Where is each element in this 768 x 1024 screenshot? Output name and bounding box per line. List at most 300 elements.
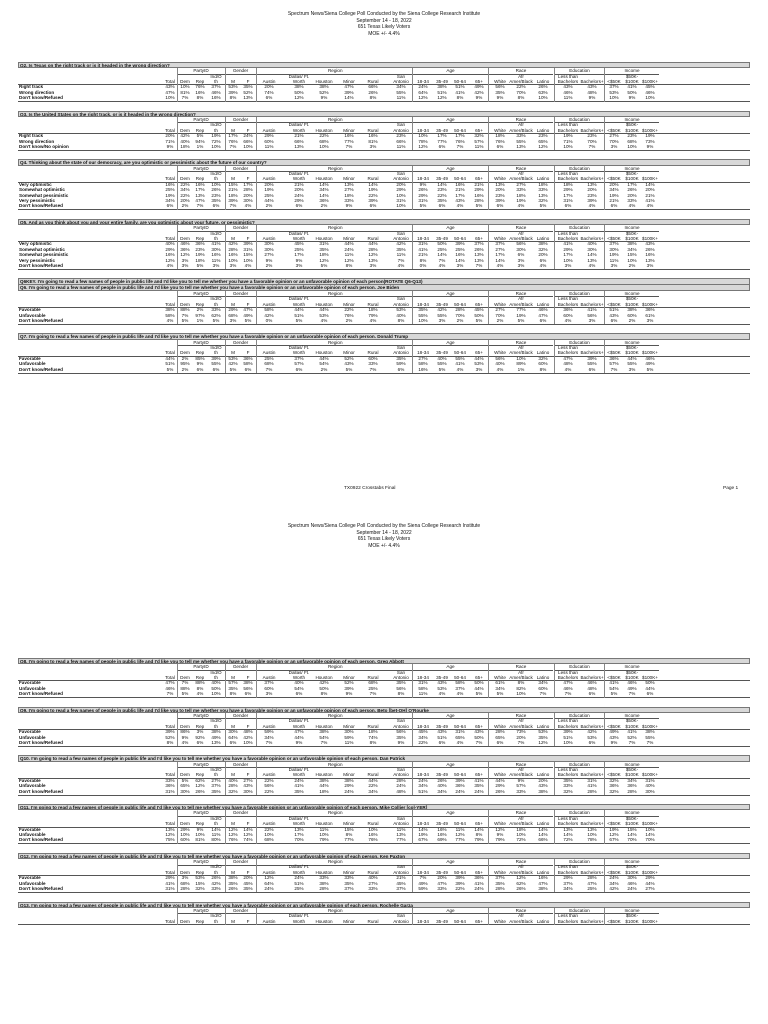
column-header-dem: Dem [180, 918, 190, 924]
column-header-a1: 18-34 [417, 821, 429, 827]
column-header-antonio: Antonio [393, 918, 409, 924]
column-header-top: San [396, 296, 406, 302]
data-cell: 10% [180, 831, 190, 837]
column-separator [604, 117, 605, 150]
column-header-latino: Latino [536, 350, 550, 356]
row-label: Don't know/Refused [19, 203, 63, 209]
data-cell: 42% [264, 312, 274, 318]
data-cell: 9% [345, 203, 353, 209]
data-cell: 43% [587, 84, 597, 90]
data-cell: 4% [196, 691, 204, 697]
column-header-top: Less than [558, 669, 578, 675]
data-cell: 79% [474, 837, 484, 843]
column-header-bach: Bachelors [557, 772, 579, 778]
group-header-party: PartyID [178, 166, 225, 172]
group-header-party: PartyID [178, 810, 225, 816]
data-cell: 10% [516, 355, 526, 361]
column-header-minor: Minor [343, 772, 355, 778]
data-cell: 22% [180, 181, 190, 187]
data-cell: 5% [212, 317, 220, 323]
column-separator [412, 291, 413, 324]
data-cell: 11% [396, 826, 406, 832]
header-title: Spectrum News/Siena College Poll Conducted by the Siena College Research Institute [287, 523, 481, 529]
data-cell: 60% [627, 312, 637, 318]
column-separator [412, 713, 413, 746]
data-cell: 33% [368, 886, 378, 892]
column-header-a4: 65+ [475, 176, 483, 182]
group-header-party: PartyID [178, 908, 225, 914]
column-header-a1: 18-34 [417, 869, 429, 875]
data-cell: 3% [369, 143, 377, 149]
data-cell: 8% [320, 691, 328, 697]
column-header-top: Afr [518, 230, 524, 236]
column-header-bach: Bachelors [557, 301, 579, 307]
column-header-top: Dallas/ Ft. [288, 73, 310, 79]
data-cell: 69% [437, 837, 447, 843]
data-cell: 79% [495, 837, 505, 843]
data-cell: 18% [516, 826, 526, 832]
group-header-gender: Gender [226, 166, 256, 172]
data-cell: 7% [610, 366, 618, 372]
data-cell: 21% [455, 187, 465, 193]
column-separator [256, 810, 257, 843]
group-header-region: Region [257, 664, 415, 670]
data-cell: 66% [243, 138, 253, 144]
data-cell: 56% [495, 84, 505, 90]
row-label: Favorable [19, 729, 41, 735]
data-cell: 40% [165, 241, 175, 247]
column-header-houston: Houston [315, 821, 333, 827]
question-title: Q8. I'm going to read a few names of people in public life and I'd like you to tell me whether you have a favorable opinion or an unfavorable opinion of each person. Greg Abbott [18, 658, 750, 664]
column-separator [225, 859, 226, 892]
data-cell: 11% [474, 143, 484, 149]
data-cell: 56% [587, 312, 597, 318]
column-header-amerblack: Amer/Black [509, 79, 533, 85]
column-header-top: $50K- [625, 345, 639, 351]
data-cell: 7% [320, 739, 328, 745]
column-header-top: San [396, 815, 406, 821]
data-cell: 10% [319, 143, 329, 149]
group-header-race: Race [489, 713, 553, 719]
column-separator [604, 908, 605, 925]
data-cell: 20% [264, 181, 274, 187]
data-cell: 24% [609, 875, 619, 881]
column-separator [177, 810, 178, 843]
data-cell: 60% [368, 355, 378, 361]
data-cell: 39% [211, 355, 221, 361]
data-cell: 16% [645, 252, 655, 258]
column-header-a3: 50-64 [454, 79, 466, 85]
crosstab-grid [18, 166, 750, 210]
column-header-bach: Bachelors [557, 350, 579, 356]
crosstab-grid [18, 762, 750, 795]
data-cell: 6% [539, 317, 547, 323]
data-cell: 41% [418, 246, 428, 252]
data-cell: 70% [645, 837, 655, 843]
data-cell: 14% [563, 831, 573, 837]
column-header-houston: Houston [315, 675, 333, 681]
data-cell: 42% [396, 241, 406, 247]
data-cell: 34% [495, 685, 505, 691]
data-cell: 3% [265, 691, 273, 697]
data-cell: 6% [496, 203, 504, 209]
column-header-top: $50K- [625, 767, 639, 773]
data-cell: 18% [516, 192, 526, 198]
data-cell: 88% [180, 307, 190, 313]
data-cell: 9% [397, 739, 405, 745]
data-cell: 12% [228, 826, 238, 832]
data-cell: 31% [319, 241, 329, 247]
column-header-a3: 50-64 [454, 772, 466, 778]
data-cell: 21% [396, 875, 406, 881]
data-cell: 23% [627, 133, 637, 139]
data-cell: 9% [196, 361, 204, 367]
data-cell: 6% [564, 203, 572, 209]
group-header-income: Income [605, 908, 659, 914]
group-header-gender: Gender [226, 291, 256, 297]
column-header-houston: Houston [315, 723, 333, 729]
group-header-age: Age [413, 291, 488, 297]
data-cell: 22% [264, 788, 274, 794]
column-header-top: Dallas/ Ft. [288, 122, 310, 128]
data-cell: 20% [264, 84, 274, 90]
column-separator [554, 664, 555, 697]
column-separator [256, 664, 257, 697]
column-header-austin: Austin [262, 79, 276, 85]
column-header-minor: Minor [343, 301, 355, 307]
data-cell: 17% [195, 187, 205, 193]
data-cell: 46% [180, 241, 190, 247]
data-cell: 10% [211, 181, 221, 187]
column-separator [177, 291, 178, 324]
data-cell: 26% [418, 187, 428, 193]
column-header-houston: Houston [315, 176, 333, 182]
data-cell: 61% [645, 312, 655, 318]
data-cell: 55% [418, 312, 428, 318]
data-cell: 11% [418, 691, 428, 697]
column-header-austin: Austin [262, 772, 276, 778]
column-header-latino: Latino [536, 176, 550, 182]
data-cell: 52% [243, 89, 253, 95]
column-header-a1: 18-34 [417, 176, 429, 182]
data-cell: 77% [455, 837, 465, 843]
data-cell: 55% [211, 361, 221, 367]
data-cell: 16% [368, 133, 378, 139]
data-cell: 74% [243, 837, 253, 843]
column-header-m: M [231, 350, 235, 356]
data-cell: 11% [344, 739, 354, 745]
column-header-antonio: Antonio [393, 869, 409, 875]
data-cell: 29% [344, 783, 354, 789]
column-header-latino: Latino [536, 772, 550, 778]
column-header-i2: $100K [625, 821, 639, 827]
column-header-dem: Dem [180, 350, 190, 356]
column-separator [177, 664, 178, 697]
data-cell: 6% [295, 203, 303, 209]
data-cell: 10% [368, 826, 378, 832]
data-cell: 10% [587, 831, 597, 837]
column-header-bach: Bachelors [557, 235, 579, 241]
question-title: Q12. I'm going to read a few names of people in public life and I'd like you to tell me whether you have a favorable opinion or an unfavorable opinion of each person. Ken Paxton [18, 853, 750, 859]
column-separator [256, 117, 257, 150]
group-header-party: PartyID [178, 664, 225, 670]
data-cell: 32% [609, 788, 619, 794]
column-header-top: Less than [558, 230, 578, 236]
data-cell: 39% [563, 729, 573, 735]
column-header-austin: Austin [262, 301, 276, 307]
column-header-top: $50K- [625, 73, 639, 79]
data-cell: 35% [495, 89, 505, 95]
question-title: Q13. I'm going to read a few names of people in public life and I'd like you to tell me whether you have a favorable opinion or an unfavorable opinion of each person. Rochelle Garza [18, 902, 750, 908]
column-header-white: White [494, 675, 506, 681]
column-header-rural: Rural [367, 301, 379, 307]
data-cell: 41% [587, 783, 597, 789]
column-header-i2: $100K [625, 675, 639, 681]
data-cell: 44% [344, 241, 354, 247]
data-cell: 40% [645, 783, 655, 789]
data-cell: 19% [609, 252, 619, 258]
data-cell: 39% [587, 355, 597, 361]
data-cell: 26% [211, 187, 221, 193]
group-header-party: PartyID [178, 68, 225, 74]
data-cell: 31% [418, 241, 428, 247]
column-header-rep: Rep [195, 235, 205, 241]
column-header-a4: 65+ [475, 675, 483, 681]
data-cell: 14% [495, 257, 505, 263]
data-cell: 66% [368, 84, 378, 90]
row-label: Very pessimistic [19, 198, 56, 204]
page-header [0, 11, 768, 37]
data-cell: 41% [563, 241, 573, 247]
column-separator [604, 859, 605, 892]
group-header-party: PartyID [178, 117, 225, 123]
column-header-minor: Minor [343, 350, 355, 356]
column-header-th: th [214, 127, 218, 133]
header-divider [18, 680, 750, 681]
column-header-a2: 35-49 [436, 79, 448, 85]
column-header-a4: 65+ [475, 918, 483, 924]
data-cell: 50% [294, 89, 304, 95]
column-header-rural: Rural [367, 127, 379, 133]
data-cell: 64% [228, 734, 238, 740]
column-header-total: Total [165, 821, 175, 827]
column-header-minor: Minor [343, 821, 355, 827]
column-header-rural: Rural [367, 772, 379, 778]
data-cell: 37% [495, 241, 505, 247]
row-label: Unfavorable [19, 361, 46, 367]
data-cell: 29% [418, 192, 428, 198]
data-cell: 30% [264, 246, 274, 252]
data-cell: 66% [538, 837, 548, 843]
column-header-worth: Worth [292, 772, 306, 778]
column-header-a2: 35-49 [436, 235, 448, 241]
data-cell: 77% [344, 138, 354, 144]
data-cell: 74% [264, 89, 274, 95]
data-cell: 9% [320, 95, 328, 101]
data-cell: 58% [455, 680, 465, 686]
column-separator [554, 291, 555, 324]
data-cell: 74% [368, 734, 378, 740]
data-cell: 20% [587, 187, 597, 193]
column-header-i3: $100K+ [642, 723, 658, 729]
column-header-i3: $100K+ [642, 301, 658, 307]
data-cell: 24% [243, 133, 253, 139]
question-block [18, 62, 750, 102]
data-cell: 54% [319, 734, 329, 740]
column-separator [412, 810, 413, 843]
data-cell: 3% [517, 262, 525, 268]
data-cell: 17% [495, 252, 505, 258]
data-cell: 45% [474, 307, 484, 313]
data-cell: 32% [228, 788, 238, 794]
data-cell: 33% [516, 788, 526, 794]
data-cell: 45% [396, 880, 406, 886]
group-header-region: Region [257, 908, 415, 914]
data-cell: 18% [319, 252, 329, 258]
data-cell: 58% [264, 307, 274, 313]
column-header-bachp: Bachelors+ [580, 79, 604, 85]
group-header-income: Income [605, 340, 659, 346]
data-cell: 50% [474, 312, 484, 318]
data-cell: 22% [516, 84, 526, 90]
row-label: Wrong direction [19, 89, 55, 95]
data-cell: 28% [495, 729, 505, 735]
header-title: Spectrum News/Siena College Poll Conducted by the Siena College Research Institute [287, 11, 481, 17]
column-header-a4: 65+ [475, 235, 483, 241]
data-cell: 3% [295, 262, 303, 268]
column-header-top: San [396, 864, 406, 870]
data-cell: 66% [294, 138, 304, 144]
column-separator [554, 908, 555, 925]
data-cell: 18% [368, 307, 378, 313]
column-header-total: Total [165, 918, 175, 924]
data-cell: 5% [539, 203, 547, 209]
data-cell: 19% [418, 831, 428, 837]
data-cell: 7% [369, 691, 377, 697]
column-header-i1: <$50K [607, 79, 621, 85]
data-cell: 44% [368, 241, 378, 247]
row-label: Right track [19, 133, 43, 139]
question-block [18, 755, 750, 795]
column-header-f: F [246, 127, 250, 133]
column-header-m: M [231, 176, 235, 182]
column-separator [177, 340, 178, 373]
column-separator [604, 713, 605, 746]
data-cell: 2% [320, 366, 328, 372]
data-cell: 55% [437, 361, 447, 367]
data-cell: 29% [563, 246, 573, 252]
data-cell: 25% [587, 886, 597, 892]
column-separator [256, 68, 257, 101]
data-cell: 34% [563, 886, 573, 892]
data-cell: 19% [609, 192, 619, 198]
data-cell: 14% [455, 257, 465, 263]
group-header-race: Race [489, 664, 553, 670]
data-cell: 57% [474, 138, 484, 144]
data-cell: 17% [563, 192, 573, 198]
column-header-top: Dallas/ Ft. [288, 718, 310, 724]
column-separator [488, 166, 489, 210]
column-separator [225, 810, 226, 843]
column-header-a2: 35-49 [436, 127, 448, 133]
data-cell: 44% [294, 307, 304, 313]
data-cell: 37% [474, 241, 484, 247]
data-cell: 53% [609, 89, 619, 95]
column-header-i3: $100K+ [642, 918, 658, 924]
data-cell: 12% [319, 257, 329, 263]
column-header-top: Dallas/ Ft. [288, 669, 310, 675]
column-header-top: Less than [558, 171, 578, 177]
data-cell: 32% [538, 355, 548, 361]
data-cell: 20% [538, 777, 548, 783]
data-cell: 23% [437, 187, 447, 193]
data-cell: 0% [265, 317, 273, 323]
column-header-worth: Worth [292, 176, 306, 182]
data-cell: 70% [495, 312, 505, 318]
data-cell: 7% [265, 739, 273, 745]
column-separator [604, 664, 605, 697]
column-header-bachp: Bachelors+ [580, 301, 604, 307]
data-cell: 50% [319, 685, 329, 691]
data-cell: 13% [516, 143, 526, 149]
data-cell: 72% [211, 138, 221, 144]
group-header-income: Income [605, 810, 659, 816]
data-cell: 44% [645, 685, 655, 691]
data-cell: 6% [588, 739, 596, 745]
data-cell: 38% [319, 777, 329, 783]
column-header-f: F [246, 350, 250, 356]
data-cell: 30% [264, 241, 274, 247]
column-header-a1: 18-34 [417, 127, 429, 133]
column-header-top: Afr [518, 345, 524, 351]
data-cell: 6% [229, 739, 237, 745]
data-cell: 8% [397, 317, 405, 323]
group-header-region: Region [257, 68, 415, 74]
column-separator [256, 340, 257, 373]
data-cell: 3% [181, 875, 189, 881]
column-separator [225, 68, 226, 101]
column-header-dem: Dem [180, 723, 190, 729]
data-cell: 65% [495, 734, 505, 740]
data-cell: 2% [265, 203, 273, 209]
data-cell: 4% [517, 203, 525, 209]
data-cell: 37% [264, 680, 274, 686]
data-cell: 12% [538, 143, 548, 149]
data-cell: 7% [181, 680, 189, 686]
column-header-top: Dallas/ Ft. [288, 171, 310, 177]
data-cell: 24% [474, 788, 484, 794]
group-header-gender: Gender [226, 810, 256, 816]
data-cell: 10% [538, 95, 548, 101]
data-cell: 70% [609, 138, 619, 144]
data-cell: 2% [265, 262, 273, 268]
data-cell: 21% [474, 181, 484, 187]
data-cell: 39% [344, 685, 354, 691]
data-cell: 4% [369, 317, 377, 323]
data-cell: 3% [646, 262, 654, 268]
data-cell: 17% [455, 133, 465, 139]
data-cell: 8% [369, 95, 377, 101]
data-cell: 20% [243, 192, 253, 198]
data-cell: 10% [396, 203, 406, 209]
data-cell: 12% [368, 252, 378, 258]
data-cell: 47% [587, 880, 597, 886]
column-header-bachp: Bachelors+ [580, 350, 604, 356]
data-cell: 36% [195, 241, 205, 247]
data-cell: 53% [228, 355, 238, 361]
data-cell: 4% [588, 203, 596, 209]
header-divider [18, 827, 750, 828]
